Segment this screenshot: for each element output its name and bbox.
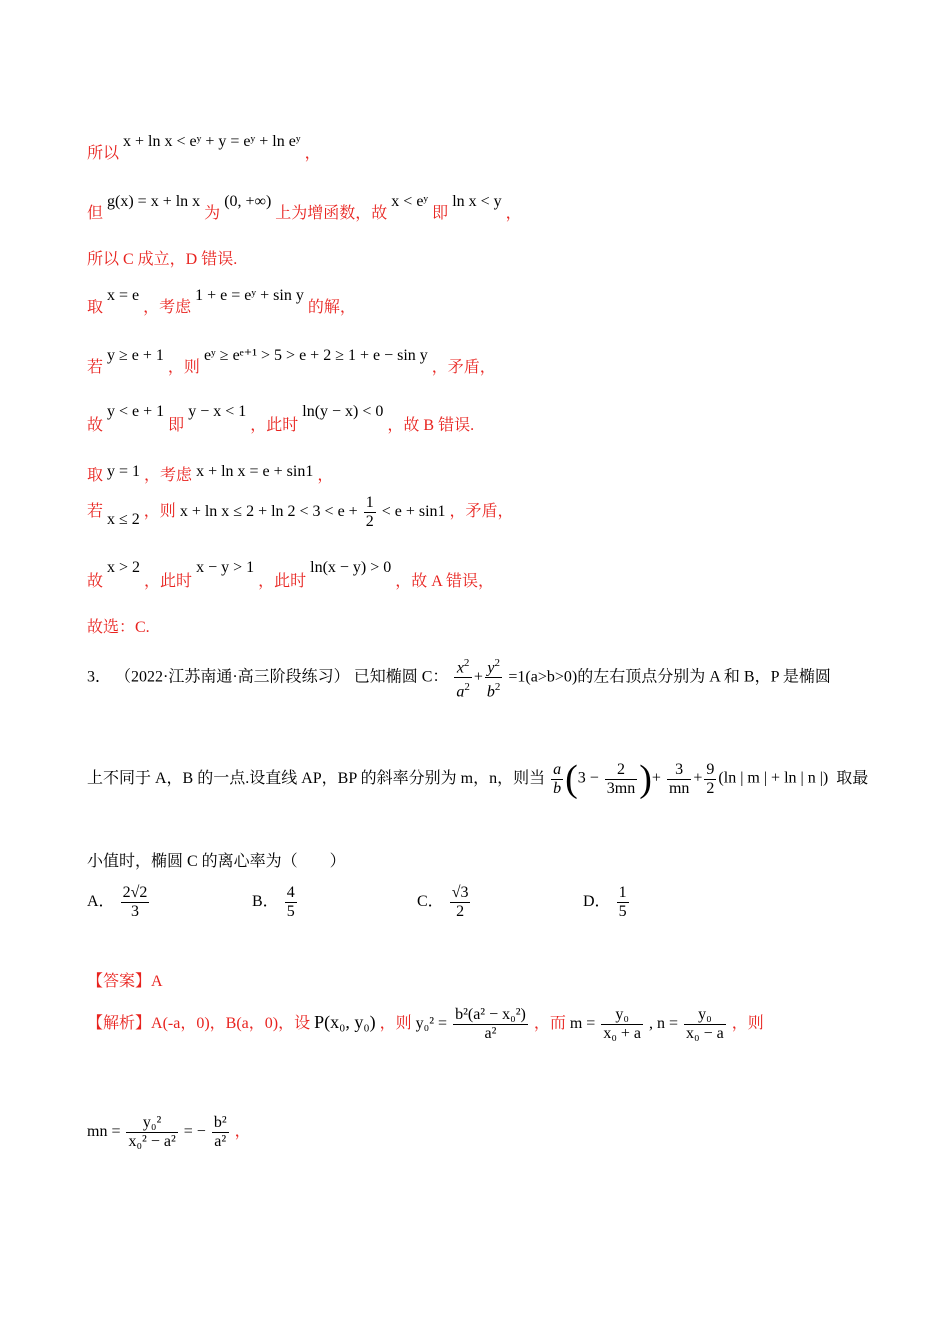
- formula: x < eʸ: [391, 193, 429, 210]
- half-fraction: [364, 494, 376, 531]
- formula: 1 + e = eʸ + sin y: [195, 287, 304, 304]
- analysis-line-2: [87, 1114, 251, 1151]
- solution-line-10: 故选：C.: [87, 619, 150, 636]
- text: 但: [87, 205, 104, 222]
- formula: x ≤ 2: [107, 511, 140, 529]
- solution-line-6: [87, 398, 475, 434]
- option-d[interactable]: [583, 884, 631, 921]
- text: ，则: [167, 359, 200, 376]
- solution-line-7: [87, 458, 334, 484]
- analysis-text: ，则: [379, 1015, 412, 1033]
- fraction-denominator: x₀² − a²: [128, 1133, 176, 1150]
- analysis-line-1: [87, 1006, 764, 1043]
- fraction-denominator: x₀ + a: [603, 1025, 642, 1042]
- n-fraction: [684, 1006, 726, 1043]
- text: 为: [204, 205, 221, 222]
- formula: m =: [569, 1015, 596, 1033]
- solution-line-2: [87, 188, 522, 222]
- fraction-numerator: b²: [213, 1114, 227, 1131]
- fraction-denominator: 2: [456, 903, 465, 920]
- text: 上为增函数，故: [275, 205, 388, 222]
- text: ，故 B 错误.: [387, 417, 475, 434]
- analysis-text: ，: [234, 1123, 251, 1141]
- fraction-denominator: a²: [484, 1025, 497, 1042]
- text: ，此时: [258, 573, 307, 590]
- formula: g(x) = x + ln x: [107, 193, 201, 210]
- question-source: （2022·江苏南通·高三阶段练习）: [115, 668, 350, 686]
- option-b[interactable]: [252, 884, 299, 921]
- question-text: 取最: [836, 769, 869, 787]
- question-text: 已知椭圆 C：: [353, 668, 449, 686]
- formula: x = e: [107, 287, 140, 304]
- text: 取: [87, 467, 104, 484]
- question-number: 3．: [87, 668, 112, 686]
- formula: x + ln x = e + sin1: [196, 463, 314, 480]
- formula: (0, +∞): [224, 193, 272, 210]
- text: 即: [432, 205, 449, 222]
- fraction-denominator: 2: [365, 513, 374, 530]
- text: ，矛盾，: [449, 503, 514, 521]
- option-a[interactable]: [87, 884, 151, 921]
- text: ，此时: [144, 573, 193, 590]
- text: ，故 A 错误，: [395, 573, 494, 590]
- option-value: [617, 884, 629, 921]
- text: 即: [168, 417, 185, 434]
- fraction-numerator: y₀²: [126, 1114, 177, 1133]
- text: 所以: [87, 145, 120, 162]
- formula: mn =: [87, 1123, 121, 1141]
- fraction-numerator: 1: [365, 494, 374, 511]
- option-label: B．: [252, 893, 279, 911]
- solution-line-4: [87, 282, 356, 316]
- fraction-numerator: 2: [605, 761, 637, 780]
- text: ，考虑: [144, 467, 193, 484]
- expression-fraction-2: [667, 761, 691, 798]
- solution-line-3: 所以 C 成立，D 错误.: [87, 251, 238, 268]
- ellipse-y-fraction: $\frac{y^2}{b^2}$: [485, 654, 503, 702]
- text: 若: [87, 359, 104, 376]
- fraction-denominator: 2: [706, 779, 715, 797]
- y0-squared-fraction: [453, 1006, 528, 1043]
- fraction-numerator: √3: [451, 884, 469, 901]
- text: 的解，: [307, 299, 356, 316]
- option-label: C．: [417, 893, 444, 911]
- option-value: [450, 884, 471, 921]
- expression-part: 3 −: [577, 769, 599, 787]
- solution-line-9: [87, 554, 494, 590]
- formula: = −: [183, 1123, 206, 1141]
- option-value: [121, 884, 150, 921]
- text: ，考虑: [143, 299, 192, 316]
- fraction-denominator: a²: [214, 1133, 227, 1150]
- text: ，: [304, 145, 321, 162]
- solution-line-5: [87, 342, 496, 376]
- formula: < e + sin1: [381, 503, 446, 521]
- fraction-numerator: 1: [618, 884, 627, 901]
- answer-value: A: [151, 973, 163, 990]
- fraction-numerator: y₀: [601, 1006, 643, 1025]
- answer-tag: 【答案】: [87, 973, 152, 990]
- question-3-line-2: 上不同于 A，B 的一点.设直线 AP，BP 的斜率分别为 m，n，则当 $\frac{a}{b}$ (3 − $\frac{2}{3mn}$ )+ $\frac{3}{mn}$ + $\frac{9}{2}$ (ln | m | + ln | n |) 取最: [87, 758, 869, 800]
- analysis-tag: 【解析】: [87, 1015, 152, 1033]
- solution-line-1: [87, 128, 321, 162]
- formula: ln(x − y) > 0: [310, 559, 392, 576]
- formula: y = 1: [107, 463, 141, 480]
- text: ，则: [143, 503, 176, 521]
- fraction-numerator: y₀: [684, 1006, 726, 1025]
- text: 故: [87, 573, 104, 590]
- analysis-text: ，则: [731, 1015, 764, 1033]
- formula: ln(y − x) < 0: [302, 403, 384, 420]
- answer-line: [87, 968, 163, 991]
- fraction-numerator: 4: [286, 884, 295, 901]
- ellipse-x-fraction: $\frac{x^2}{a^2}$: [454, 654, 472, 702]
- fraction-denominator: 3mn: [606, 779, 636, 797]
- formula: eʸ ≥ eᵉ⁺¹ > 5 > e + 2 ≥ 1 + e − sin y: [203, 347, 428, 364]
- a-over-b-fraction: $\frac{a}{b}$: [553, 760, 562, 797]
- text: 取: [87, 299, 104, 316]
- formula: x + ln x ≤ 2 + ln 2 < 3 < e +: [179, 503, 358, 521]
- option-c[interactable]: [417, 884, 472, 921]
- formula: x − y > 1: [196, 559, 255, 576]
- formula: y₀² =: [415, 1015, 448, 1033]
- question-3-line-1: 3． （2022·江苏南通·高三阶段练习） 已知椭圆 C： $\frac{x^2}{a^2}$ + $\frac{y^2}{b^2}$ =1(a>b>0)的左右顶点分别为 A 和 B，P 是椭圆: [87, 654, 831, 702]
- expression-fraction-3: [704, 761, 716, 798]
- text: ，矛盾，: [431, 359, 496, 376]
- option-value: [285, 884, 297, 921]
- b2-over-a2-fraction: [212, 1114, 229, 1151]
- formula: ln x < y: [452, 193, 502, 210]
- fraction-denominator: x₀ − a: [686, 1025, 724, 1042]
- formula: P(x₀, y₀): [314, 1012, 376, 1033]
- m-fraction: [601, 1006, 643, 1043]
- fraction-denominator: mn: [668, 779, 690, 797]
- mn-fraction: [126, 1114, 177, 1151]
- text: ，: [505, 205, 522, 222]
- formula: y ≥ e + 1: [107, 347, 164, 364]
- formula: , n =: [649, 1015, 679, 1033]
- question-text: =1(a>b>0)的左右顶点分别为 A 和 B，P 是椭圆: [508, 668, 831, 686]
- fraction-denominator: 5: [618, 903, 627, 920]
- text: ，此时: [250, 417, 299, 434]
- question-text: 上不同于 A，B 的一点.设直线 AP，BP 的斜率分别为 m，n，则当: [87, 769, 546, 787]
- text: 故: [87, 417, 104, 434]
- expression-part: (ln | m | + ln | n |): [718, 769, 829, 787]
- fraction-numerator: b²(a² − x₀²): [455, 1006, 526, 1023]
- fraction-denominator: 5: [286, 903, 295, 920]
- text: ，: [317, 467, 334, 484]
- formula: x > 2: [107, 559, 141, 576]
- solution-line-8: [87, 494, 514, 531]
- formula: y − x < 1: [188, 403, 247, 420]
- text: 若: [87, 503, 104, 521]
- formula: y < e + 1: [107, 403, 165, 420]
- fraction-numerator: 2√2: [122, 884, 148, 901]
- fraction-numerator: 3: [667, 761, 691, 780]
- expression-fraction-1: [605, 761, 637, 798]
- fraction-denominator: 3: [130, 903, 139, 920]
- analysis-text: A(-a，0)，B(a，0)，设: [151, 1015, 311, 1033]
- analysis-text: ，而: [533, 1015, 566, 1033]
- fraction-numerator: 9: [706, 760, 715, 778]
- formula: x + ln x < eʸ + y = eʸ + ln eʸ: [123, 133, 301, 150]
- question-3-line-3: 小值时，椭圆 C 的离心率为（ ）: [87, 853, 346, 870]
- option-label: A．: [87, 893, 115, 911]
- option-label: D．: [583, 893, 611, 911]
